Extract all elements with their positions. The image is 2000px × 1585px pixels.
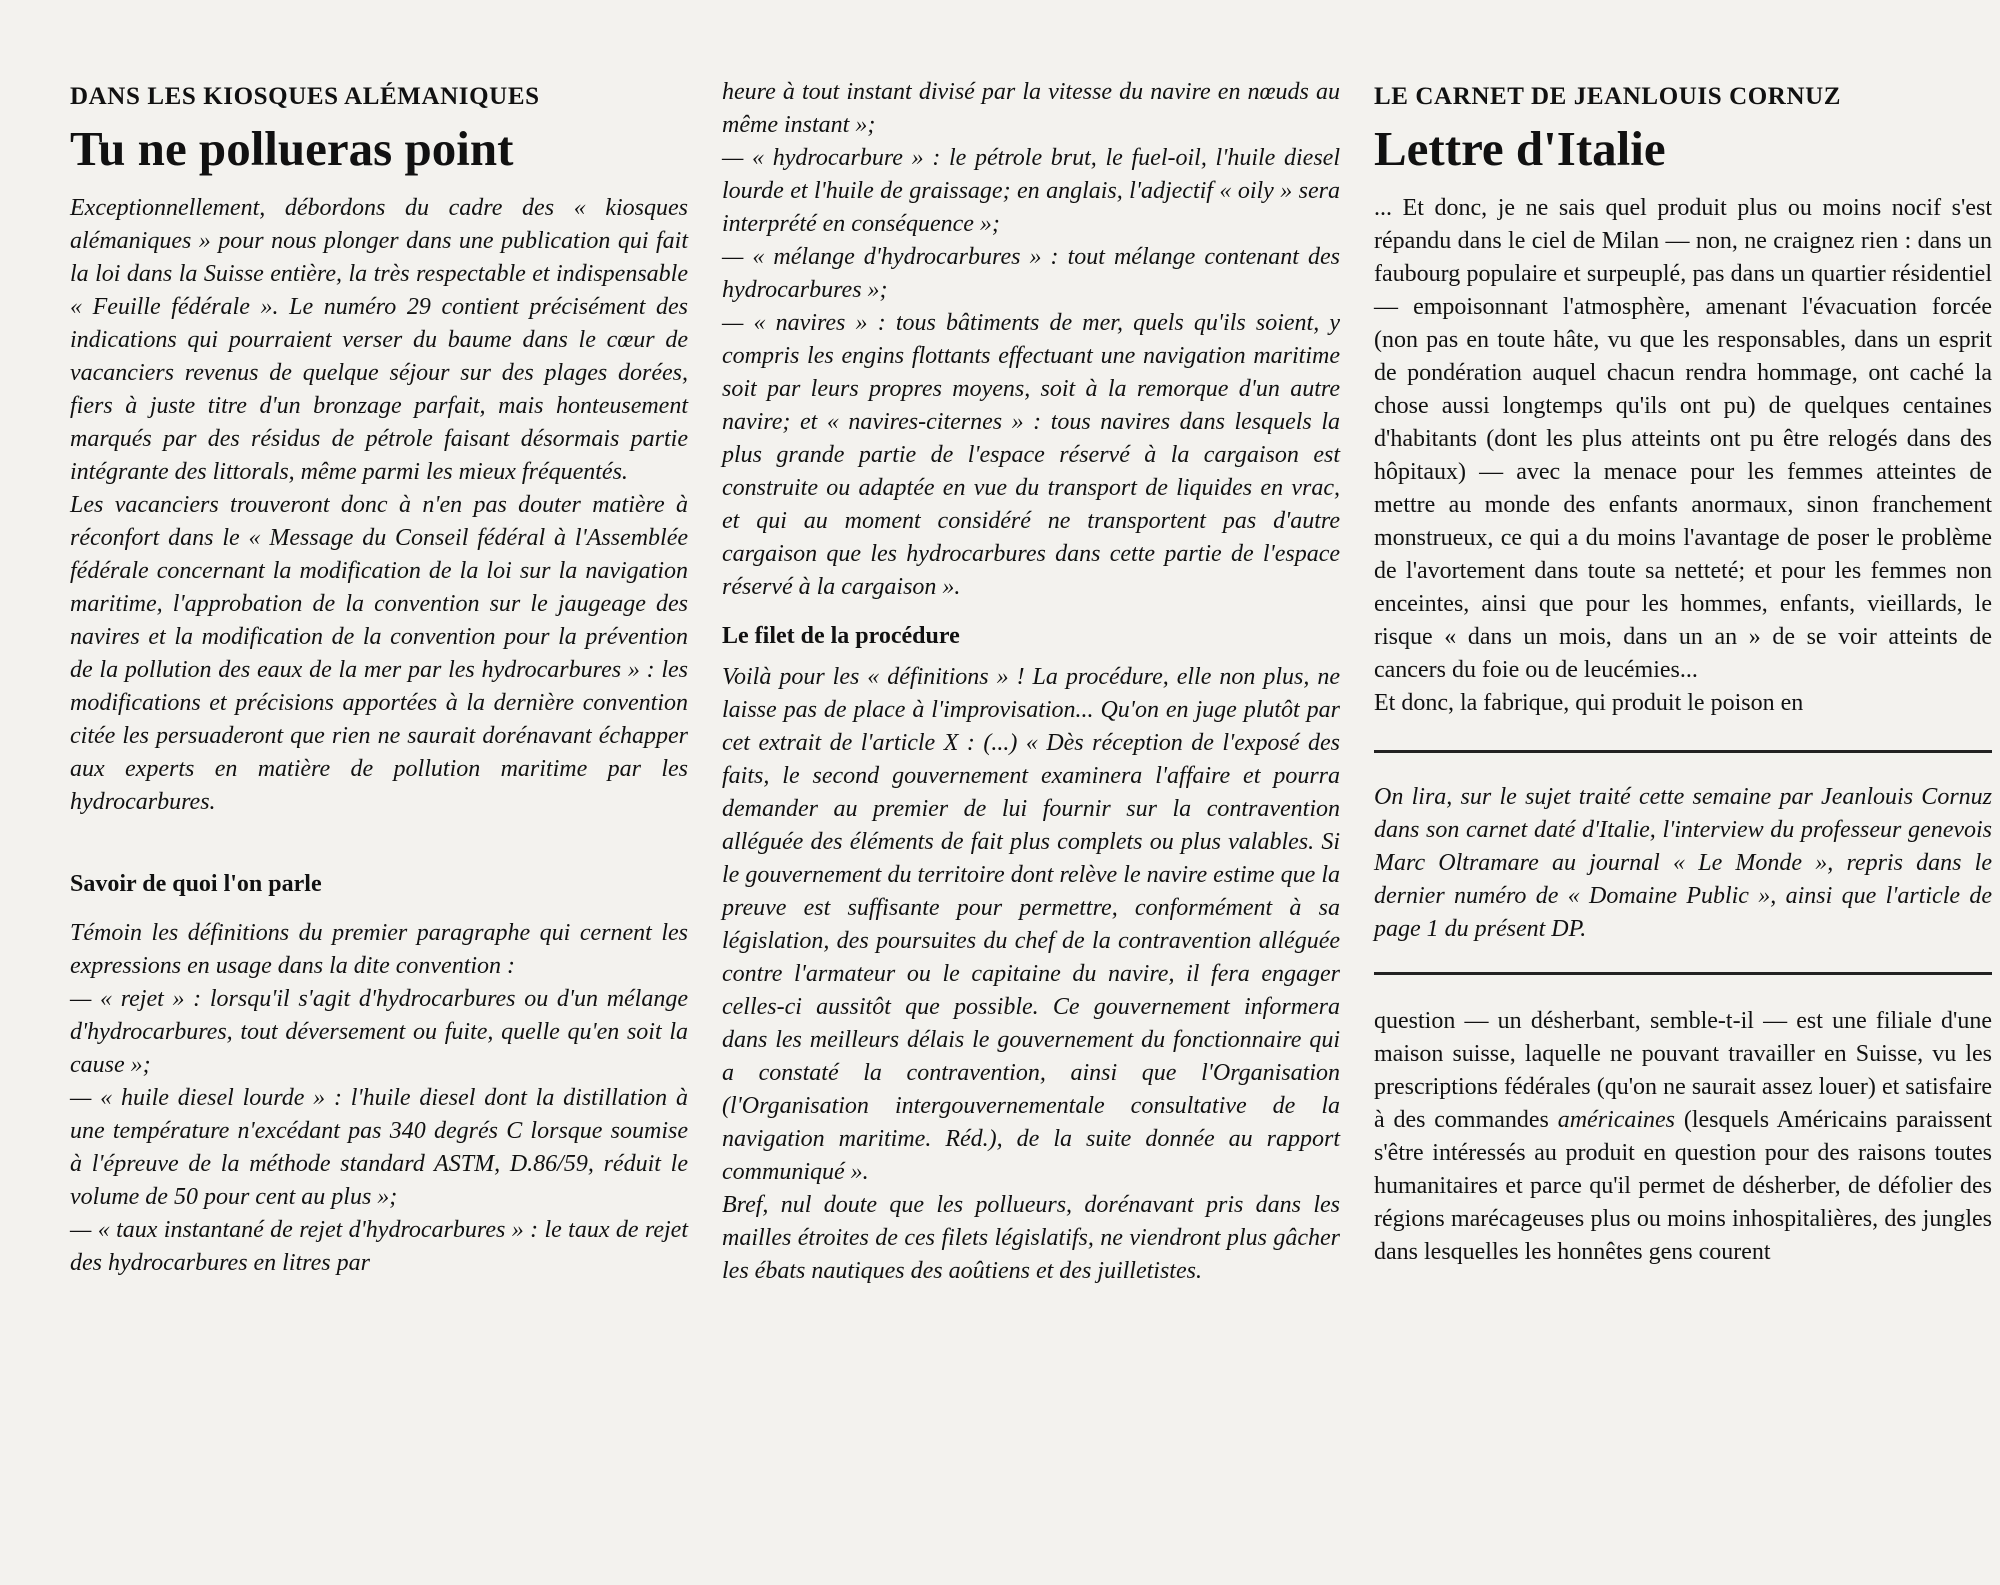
right-paragraph-3 [1374, 1005, 1992, 1269]
right-paragraph-1: ... Et donc, je ne sais quel produit plus ou moins nocif s'est répandu dans le ciel de Milan — non, ne craignez rien : dans un faubourg populaire et surpeuplé, pas dans un quartier résidentiel — empoisonnant l'atmosphère, amenant l'évacuation forcée (non pas en toute hâte, vu que les responsables, dans un esprit de pondération auquel chacun rendra hommage, ont caché la chose aussi longtemps qu'ils ont pu) de quelques centaines d'habitants (dont les plus atteints ont pu être relogés dans des hôpitaux) — avec la menace pour les femmes atteintes de mettre au monde des enfants anormaux, sinon franchement monstrueux, ce qui a du moins l'avantage de poser le problème de l'avortement dans toute sa netteté; et pour les femmes non enceintes, ainsi que pour les hommes, enfants, vieillards, le risque « dans un mois, dans un an » de se voir atteints de cancers du foie ou de leucémies... [1374, 195, 1992, 683]
left-column [70, 76, 688, 1280]
middle-paragraph-6: Bref, nul doute que les pollueurs, dorénavant pris dans les mailles étroites de ces filets législatifs, ne viendront plus gâcher les ébats nautiques des aoûtiens et des juilletistes. [722, 1192, 1340, 1284]
spacer [70, 852, 688, 868]
right-paragraph-3-part-a: question — un désherbant, semble-t-il — est une filiale d'une maison suisse, laquelle ne pouvant travailler en Suisse, vu les prescriptions fédérales (qu'on ne saurait assez louer) et satisfaire à des commandes [1374, 1008, 1992, 1133]
left-paragraph-4: — « rejet » : lorsqu'il s'agit d'hydrocarbures ou d'un mélange d'hydrocarbures, tout déversement ou fuite, quelle qu'en soit la cause »; [70, 986, 688, 1078]
left-paragraph-6: — « taux instantané de rejet d'hydrocarbures » : le taux de rejet des hydrocarbures en litres par [70, 1217, 688, 1276]
right-kicker: LE CARNET DE JEANLOUIS CORNUZ [1374, 83, 1842, 110]
editorial-note: On lira, sur le sujet traité cette semaine par Jeanlouis Cornuz dans son carnet daté d'Italie, l'interview du professeur genevois Marc Oltramare au journal « Le Monde », repris dans le dernier numéro de « Domaine Public », ainsi que l'article de page 1 du présent DP. [1374, 784, 1992, 942]
right-headline: Lettre d'Italie [1374, 121, 1666, 176]
middle-column [722, 76, 1340, 1288]
spacer [722, 653, 1340, 661]
right-column [1374, 76, 1992, 1269]
left-paragraph-2: Les vacanciers trouveront donc à n'en pas douter matière à réconfort dans le « Message du Conseil fédéral à l'Assemblée fédérale concernant la modification de la loi sur la navigation maritime, l'approbation de la convention sur le jaugeage des navires et la modification de la convention pour la prévention de la pollution des eaux de la mer par les hydrocarbures » : les modifications et précisions apportées à la dernière convention citée les persuaderont que rien ne saurait dorénavant échapper aux experts en matière de pollution maritime par les hydrocarbures. [70, 492, 688, 815]
left-paragraph-3: Témoin les définitions du premier paragraphe qui cernent les expressions en usage dans la dite convention : [70, 920, 688, 979]
right-paragraph-3-emphasis: américaines [1557, 1107, 1676, 1133]
spacer [1374, 720, 1992, 750]
middle-paragraph-1: heure à tout instant divisé par la vitesse du navire en nœuds au même instant »; [722, 79, 1340, 138]
spacer [1374, 946, 1992, 972]
spacer [722, 604, 1340, 620]
middle-paragraph-5: Voilà pour les « définitions » ! La procédure, elle non plus, ne laisse pas de place à l'improvisation... Qu'on en juge plutôt par cet extrait de l'article X : (...) « Dès réception de l'exposé des faits, le second gouvernement examinera l'affaire et pourra demander au premier de lui fournir sur la contravention alléguée des éléments de fait plus complets ou plus valables. Si le gouvernement du territoire dont relève le navire estime que la preuve est suffisante pour permettre, conformément à sa législation, des poursuites du chef de la contravention alléguée contre l'armateur ou le capitaine du navire, il fera engager celles-ci aussitôt que possible. Ce gouvernement informera dans les meilleurs délais le gouvernement du fonctionnaire qui a constaté la contravention, ainsi que l'Organisation (l'Organisation intergouvernementale consultative de la navigation maritime. Réd.), de la suite donnée au rapport communiqué ». [722, 664, 1340, 1185]
middle-paragraph-4: — « navires » : tous bâtiments de mer, quels qu'ils soient, y compris les engins flottants effectuant une navigation maritime soit par leurs propres moyens, soit à la remorque d'un autre navire; et « navires-citernes » : tous navires dans lesquels la plus grande partie de l'espace réservé à la cargaison est construite ou adaptée en vue du transport de liquides en vrac, et qui au moment considéré ne transportent pas d'autre cargaison que les hydrocarbures dans cette partie de l'espace réservé à la cargaison ». [722, 310, 1340, 600]
spacer [1374, 975, 1992, 1005]
middle-paragraph-3: — « mélange d'hydrocarbures » : tout mélange contenant des hydrocarbures »; [722, 244, 1340, 303]
left-kicker: DANS LES KIOSQUES ALÉMANIQUES [70, 83, 540, 110]
right-paragraph-2: Et donc, la fabrique, qui produit le poison en [1374, 690, 1804, 716]
spacer [70, 819, 688, 852]
right-paragraph-3-part-b: (lesquels Américains paraissent s'être intéressés au produit en question pour des raisons toutes humanitaires et parce qu'il permet de désherber, de défolier des régions marécageuses plus ou moins inhospitalières, des jungles dans lesquelles les honnêtes gens courent [1374, 1107, 1993, 1265]
left-headline: Tu ne pollueras point [70, 121, 514, 176]
spacer [70, 901, 688, 917]
left-subhead: Savoir de quoi l'on parle [70, 871, 322, 897]
spacer [1374, 753, 1992, 781]
middle-subhead: Le filet de la procédure [722, 623, 960, 649]
middle-paragraph-2: — « hydrocarbure » : le pétrole brut, le fuel-oil, l'huile diesel lourde et l'huile de graissage; en anglais, l'adjectif « oily » sera interprété en conséquence »; [722, 145, 1340, 237]
left-paragraph-1: Exceptionnellement, débordons du cadre des « kiosques alémaniques » pour nous plonger dans une publication qui fait la loi dans la Suisse entière, la très respectable et indispensable « Feuille fédérale ». Le numéro 29 contient précisément des indications qui pourraient verser du baume dans le cœur de vacanciers revenus de quelque séjour sur des plages dorées, fiers à juste titre d'un bronzage parfait, mais honteusement marqués par des résidus de pétrole faisant désormais partie intégrante des littorals, même parmi les mieux fréquentés. [70, 195, 688, 485]
left-paragraph-5: — « huile diesel lourde » : l'huile diesel dont la distillation à une température n'excédant pas 340 degrés C lorsque soumise à l'épreuve de la méthode standard ASTM, D.86/59, réduit le volume de 50 pour cent au plus »; [70, 1085, 688, 1210]
